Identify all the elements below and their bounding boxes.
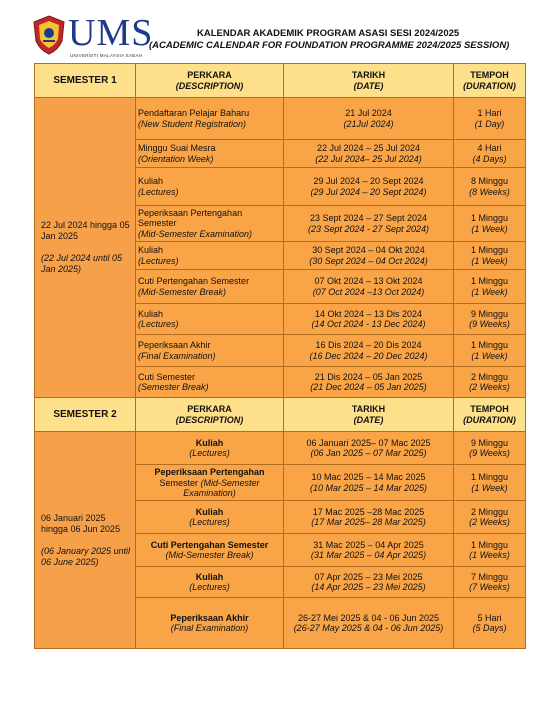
event-duration: 2 Minggu (2 Weeks) xyxy=(454,367,526,398)
event-date: 31 Mac 2025 – 04 Apr 2025 (31 Mar 2025 – 04 Apr 2025) xyxy=(284,534,454,567)
event-description: Kuliah (Lectures) xyxy=(136,242,284,270)
event-duration: 1 Minggu (1 Week) xyxy=(454,270,526,304)
event-description: Peperiksaan Akhir (Final Examination) xyxy=(136,335,284,367)
event-date: 29 Jul 2024 – 20 Sept 2024 (29 Jul 2024 – 20 Sept 2024) xyxy=(284,168,454,206)
event-description: Kuliah (Lectures) xyxy=(136,304,284,335)
event-date: 07 Apr 2025 – 23 Mei 2025 (14 Apr 2025 – 23 Mei 2025) xyxy=(284,567,454,598)
event-duration: 1 Hari (1 Day) xyxy=(454,98,526,140)
semester-label: SEMESTER 2 xyxy=(35,398,136,432)
event-description: Cuti Pertengahan Semester (Mid-Semester Break) xyxy=(136,534,284,567)
semester-label: SEMESTER 1 xyxy=(35,64,136,98)
calendar-row xyxy=(35,432,526,465)
title-english: (ACADEMIC CALENDAR FOR FOUNDATION PROGRAMME 2024/2025 SESSION) xyxy=(149,40,510,51)
logo-text: UMS xyxy=(68,12,154,54)
title-malay: KALENDAR AKADEMIK PROGRAM ASASI SESI 2024/2025 xyxy=(197,28,460,39)
event-description: Kuliah (Lectures) xyxy=(136,501,284,534)
event-duration: 7 Minggu (7 Weeks) xyxy=(454,567,526,598)
academic-calendar-table xyxy=(34,63,526,649)
column-header-description: PERKARA (DESCRIPTION) xyxy=(136,64,284,98)
event-description: Kuliah (Lectures) xyxy=(136,567,284,598)
calendar-row xyxy=(35,98,526,140)
event-description: Peperiksaan Akhir (Final Examination) xyxy=(136,598,284,649)
event-duration: 9 Minggu (9 Weeks) xyxy=(454,304,526,335)
event-duration: 1 Minggu (1 Week) xyxy=(454,465,526,501)
event-duration: 9 Minggu (9 Weeks) xyxy=(454,432,526,465)
event-date: 30 Sept 2024 – 04 Okt 2024 (30 Sept 2024 – 04 Oct 2024) xyxy=(284,242,454,270)
event-duration: 1 Minggu (1 Week) xyxy=(454,242,526,270)
event-description: Pendaftaran Pelajar Baharu (New Student Registration) xyxy=(136,98,284,140)
event-date: 21 Dis 2024 – 05 Jan 2025 (21 Dec 2024 – 05 Jan 2025) xyxy=(284,367,454,398)
event-description: Peperiksaan Pertengahan Semester (Mid-Semester Examination) xyxy=(136,465,284,501)
crest-icon xyxy=(32,15,66,55)
event-description: Cuti Semester (Semester Break) xyxy=(136,367,284,398)
logo-subtitle: UNIVERSITI MALAYSIA SABAH xyxy=(70,53,143,58)
semester-date-range: 22 Jul 2024 hingga 05 Jan 2025 (22 Jul 2024 until 05 Jan 2025) xyxy=(35,98,136,398)
event-duration: 1 Minggu (1 Week) xyxy=(454,206,526,242)
column-header-duration: TEMPOH (DURATION) xyxy=(454,64,526,98)
event-duration: 5 Hari (5 Days) xyxy=(454,598,526,649)
semester-header-row xyxy=(35,398,526,432)
event-date: 21 Jul 2024 (21Jul 2024) xyxy=(284,98,454,140)
column-header-date: TARIKH (DATE) xyxy=(284,398,454,432)
column-header-date: TARIKH (DATE) xyxy=(284,64,454,98)
document-header xyxy=(0,0,555,62)
event-description: Kuliah (Lectures) xyxy=(136,432,284,465)
event-duration: 8 Minggu (8 Weeks) xyxy=(454,168,526,206)
event-description: Minggu Suai Mesra (Orientation Week) xyxy=(136,140,284,168)
ums-logo xyxy=(32,12,182,59)
event-date: 26-27 Mei 2025 & 04 - 06 Jun 2025 (26-27 May 2025 & 04 - 06 Jun 2025) xyxy=(284,598,454,649)
event-duration: 2 Minggu (2 Weeks) xyxy=(454,501,526,534)
event-date: 16 Dis 2024 – 20 Dis 2024 (16 Dec 2024 – 20 Dec 2024) xyxy=(284,335,454,367)
event-date: 14 Okt 2024 – 13 Dis 2024 (14 Oct 2024 - 13 Dec 2024) xyxy=(284,304,454,335)
event-description: Peperiksaan Pertengahan Semester (Mid-Semester Examination) xyxy=(136,206,284,242)
semester-date-range: 06 Januari 2025 hingga 06 Jun 2025 (06 January 2025 until 06 June 2025) xyxy=(35,432,136,649)
event-date: 23 Sept 2024 – 27 Sept 2024 (23 Sept 2024 - 27 Sept 2024) xyxy=(284,206,454,242)
event-duration: 1 Minggu (1 Weeks) xyxy=(454,534,526,567)
event-date: 17 Mac 2025 –28 Mac 2025 (17 Mar 2025– 28 Mar 2025) xyxy=(284,501,454,534)
event-duration: 4 Hari (4 Days) xyxy=(454,140,526,168)
column-header-duration: TEMPOH (DURATION) xyxy=(454,398,526,432)
event-description: Cuti Pertengahan Semester (Mid-Semester Break) xyxy=(136,270,284,304)
event-date: 06 Januari 2025– 07 Mac 2025 (06 Jan 2025 – 07 Mar 2025) xyxy=(284,432,454,465)
event-description: Kuliah (Lectures) xyxy=(136,168,284,206)
event-date: 07 Okt 2024 – 13 Okt 2024 (07 Oct 2024 –13 Oct 2024) xyxy=(284,270,454,304)
semester-header-row xyxy=(35,64,526,98)
event-date: 22 Jul 2024 – 25 Jul 2024 (22 Jul 2024– 25 Jul 2024) xyxy=(284,140,454,168)
column-header-description: PERKARA (DESCRIPTION) xyxy=(136,398,284,432)
event-duration: 1 Minggu (1 Week) xyxy=(454,335,526,367)
event-date: 10 Mac 2025 – 14 Mac 2025 (10 Mar 2025 – 14 Mar 2025) xyxy=(284,465,454,501)
